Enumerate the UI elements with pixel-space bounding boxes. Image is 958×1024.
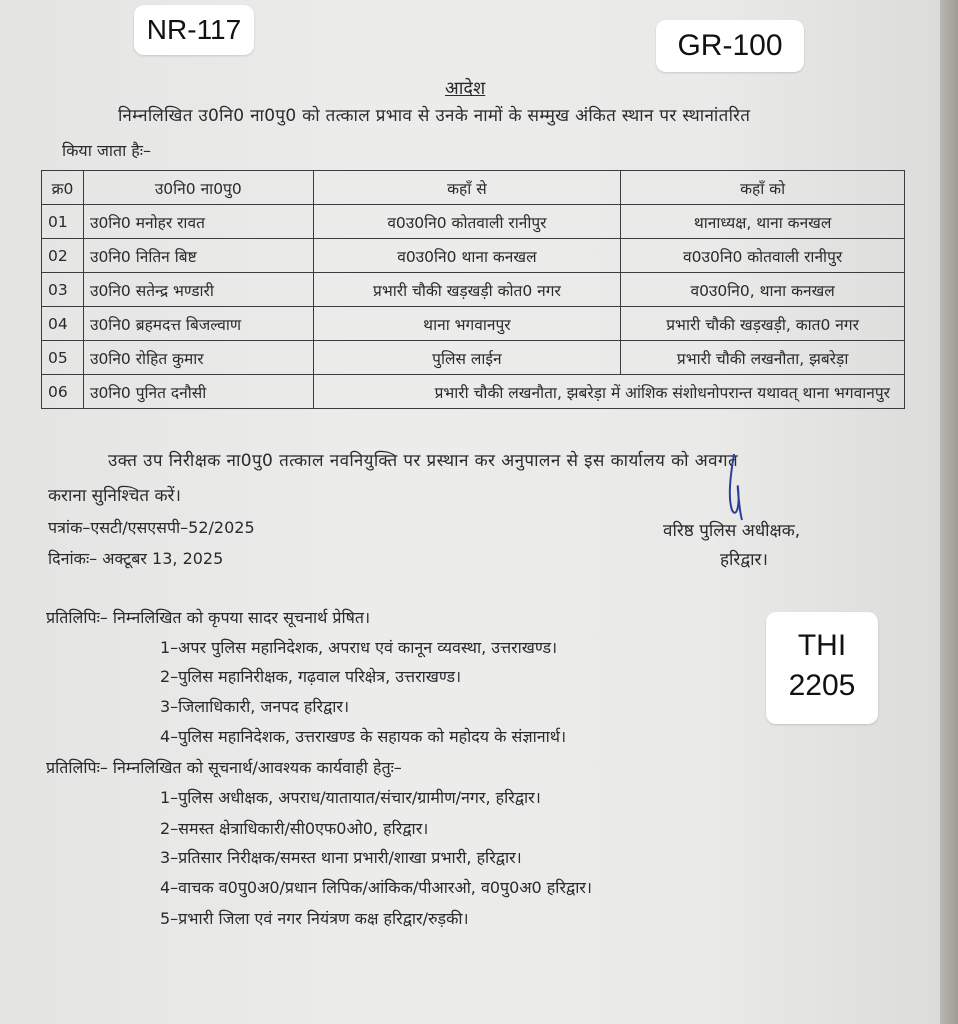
cell-name: उ0नि0 मनोहर रावत [83, 205, 313, 239]
table-row [42, 341, 905, 375]
cell-name: उ0नि0 नितिन बिष्ट [83, 239, 313, 273]
order-heading: आदेश [445, 78, 486, 99]
copy-item: 3–जिलाधिकारी, जनपद हरिद्वार। [160, 697, 350, 716]
transfer-table [41, 170, 905, 409]
thi-label-line-2: 2205 [788, 669, 856, 702]
copy-item: 2–पुलिस महानिरीक्षक, गढ़वाल परिक्षेत्र, उत्तराखण्ड। [160, 667, 462, 686]
copy-heading-1: प्रतिलिपिः– निम्नलिखित को कृपया सादर सूचनार्थ प्रेषित। [46, 608, 371, 627]
copy-item: 1–अपर पुलिस महानिदेशक, अपराध एवं कानून व्यवस्था, उत्तराखण्ड। [160, 638, 558, 657]
copy-item: 4–पुलिस महानिदेशक, उत्तराखण्ड के सहायक को महोदय के संज्ञानार्थ। [160, 727, 567, 746]
cell-name: उ0नि0 ब्रहमदत्त बिजल्वाण [83, 307, 313, 341]
copy-item: 5–प्रभारी जिला एवं नगर नियंत्रण कक्ष हरिद्वार/रुड़की। [160, 909, 469, 928]
cell-from: पुलिस लाईन [313, 341, 621, 375]
copy-item: 4–वाचक व0पु0अ0/प्रधान लिपिक/आंकिक/पीआरओ, व0पु0अ0 हरिद्वार। [160, 878, 592, 897]
header-serial: क्र0 [42, 171, 84, 205]
cell-serial: 06 [42, 375, 84, 409]
table-row [42, 239, 905, 273]
table-row [42, 307, 905, 341]
cell-merged-remark: प्रभारी चौकी लखनौता, झबरेड़ा में आंशिक संशोधनोपरान्त यथावत् थाना भगवानपुर [313, 375, 904, 409]
cell-to: व0उ0नि0 कोतवाली रानीपुर [621, 239, 905, 273]
copy-item: 3–प्रतिसार निरीक्षक/समस्त थाना प्रभारी/शाखा प्रभारी, हरिद्वार। [160, 848, 522, 867]
copy-item: 2–समस्त क्षेत्राधिकारी/सी0एफ0ओ0, हरिद्वार। [160, 819, 429, 838]
paper-edge-shadow [940, 0, 958, 1024]
cell-name: उ0नि0 रोहित कुमार [83, 341, 313, 375]
cell-name: उ0नि0 सतेन्द्र भण्डारी [83, 273, 313, 307]
cell-to: थानाध्यक्ष, थाना कनखल [621, 205, 905, 239]
nr-label-badge: NR-117 [134, 5, 254, 55]
cell-serial: 03 [42, 273, 84, 307]
signatory-title: वरिष्ठ पुलिस अधीक्षक, [663, 521, 801, 541]
table-row [42, 375, 905, 409]
cell-name: उ0नि0 पुनित दनौसी [83, 375, 313, 409]
table-row [42, 273, 905, 307]
instruction-line-1: उक्त उप निरीक्षक ना0पु0 तत्काल नवनियुक्ति पर प्रस्थान कर अनुपालन से इस कार्यालय को अवगत [108, 451, 739, 471]
header-to: कहाँ को [621, 171, 905, 205]
signatory-place: हरिद्वार। [720, 550, 768, 570]
cell-from: व0उ0नि0 कोतवाली रानीपुर [313, 205, 621, 239]
thi-label-line-1: THI [797, 629, 847, 662]
cell-from: व0उ0नि0 थाना कनखल [313, 239, 621, 273]
cell-serial: 02 [42, 239, 84, 273]
copy-heading-2: प्रतिलिपिः– निम्नलिखित को सूचनार्थ/आवश्यक कार्यवाही हेतुः– [46, 758, 402, 777]
cell-serial: 05 [42, 341, 84, 375]
table-header-row [42, 171, 905, 205]
cell-to: प्रभारी चौकी खड़खड़ी, कात0 नगर [621, 307, 905, 341]
instruction-line-2: कराना सुनिश्चित करें। [48, 486, 181, 506]
header-name: उ0नि0 ना0पु0 [83, 171, 313, 205]
thi-label-badge [766, 612, 878, 724]
intro-line-1: निम्नलिखित उ0नि0 ना0पु0 को तत्काल प्रभाव से उनके नामों के सम्मुख अंकित स्थान पर स्थानांतरित [118, 106, 751, 126]
cell-serial: 04 [42, 307, 84, 341]
cell-to: प्रभारी चौकी लखनौता, झबरेड़ा [621, 341, 905, 375]
cell-from: प्रभारी चौकी खड़खड़ी कोत0 नगर [313, 273, 621, 307]
cell-to: व0उ0नि0, थाना कनखल [621, 273, 905, 307]
intro-line-2: किया जाता हैः– [62, 141, 152, 160]
cell-serial: 01 [42, 205, 84, 239]
cell-from: थाना भगवानपुर [313, 307, 621, 341]
copy-item: 1–पुलिस अधीक्षक, अपराध/यातायात/संचार/ग्रामीण/नगर, हरिद्वार। [160, 788, 541, 807]
order-date: दिनांकः– अक्टूबर 13, 2025 [48, 549, 224, 568]
gr-label-badge: GR-100 [656, 20, 804, 72]
table-row [42, 205, 905, 239]
reference-number: पत्रांक–एसटी/एसएसपी–52/2025 [48, 518, 255, 537]
header-from: कहाँ से [313, 171, 621, 205]
